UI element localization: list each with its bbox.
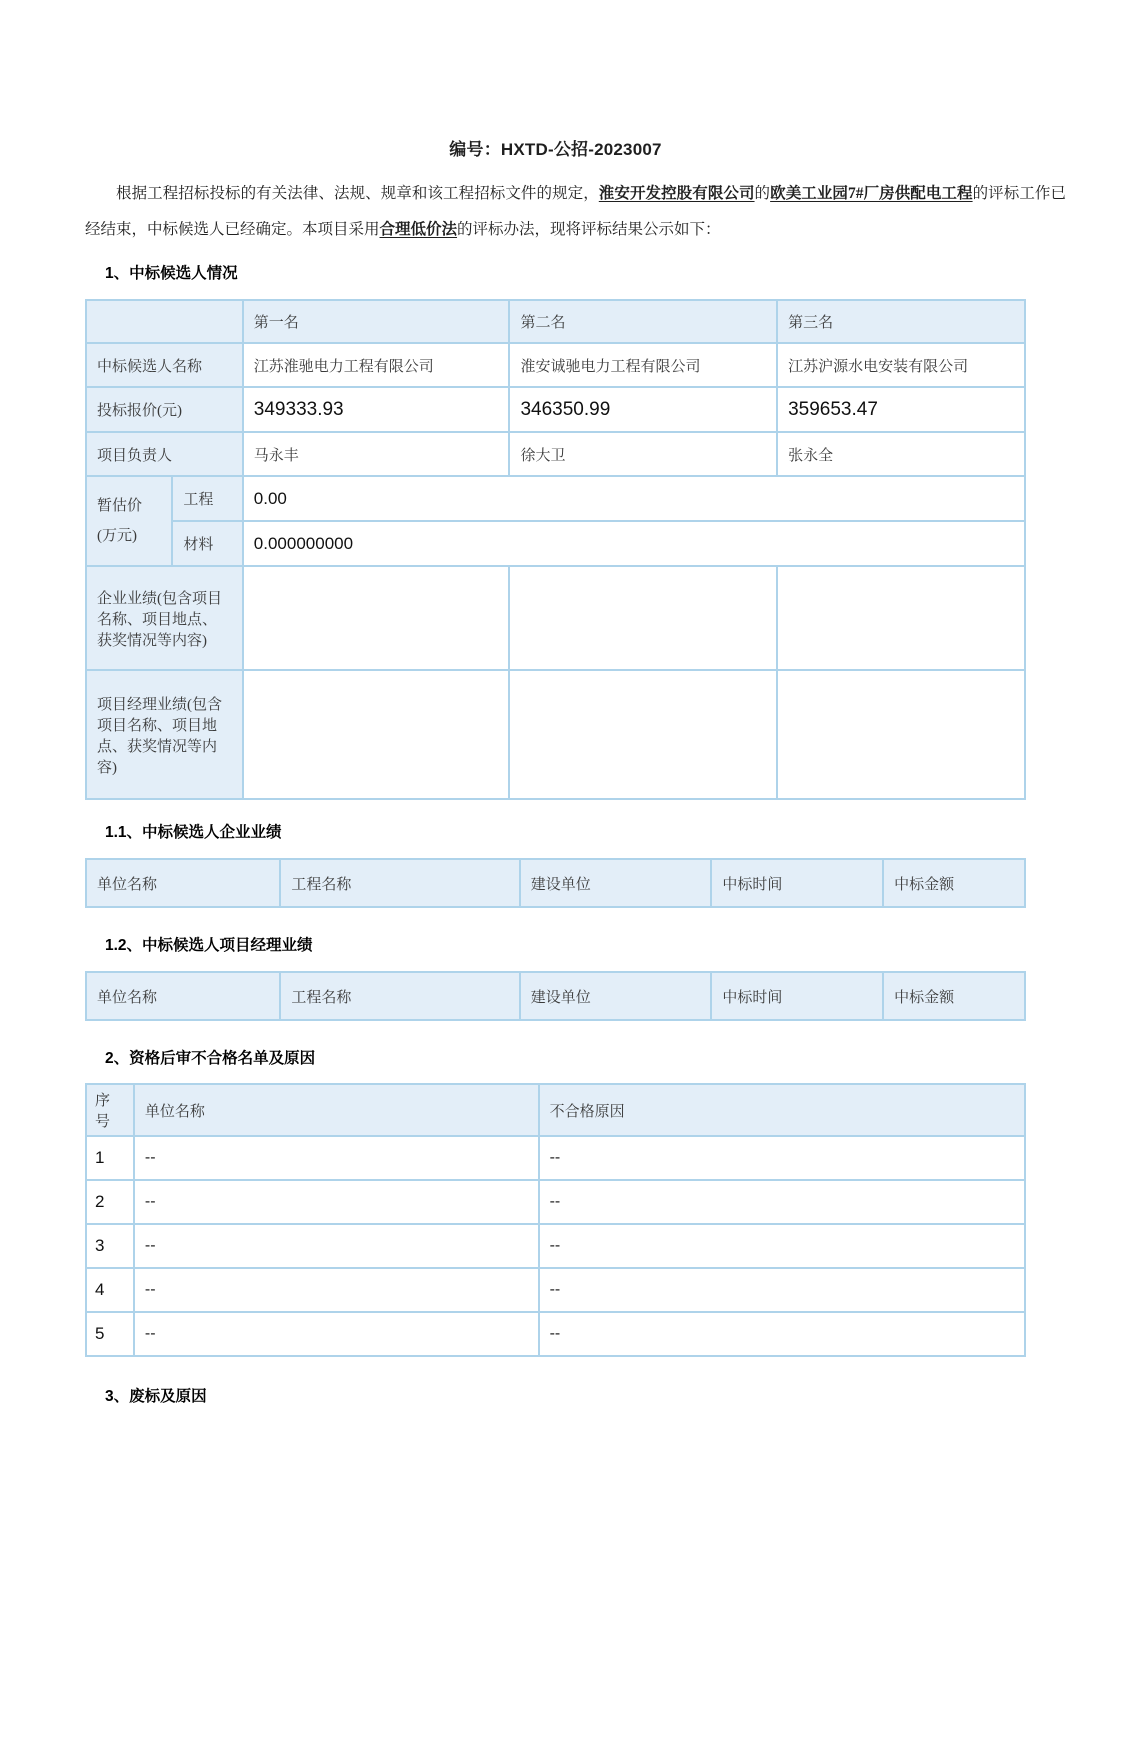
intro-seg-2: 的 — [754, 185, 771, 202]
enterprise-performance-1 — [243, 566, 510, 670]
bid-price-label: 投标报价(元) — [86, 387, 243, 432]
enterprise-performance-2 — [509, 566, 777, 670]
unit-4: -- — [134, 1268, 539, 1312]
reason-5: -- — [539, 1312, 1025, 1356]
col-header-unit-name: 单位名称 — [134, 1084, 539, 1136]
candidate-name-3: 江苏沪源水电安装有限公司 — [777, 343, 1025, 387]
provisional-value-2: 0.000000000 — [243, 521, 1025, 566]
serial-4: 4 — [86, 1268, 134, 1312]
table-row — [86, 432, 1025, 476]
project-name: 欧美工业园7#厂房供配电工程 — [770, 185, 973, 202]
col-header-award-amount: 中标金额 — [883, 859, 1025, 907]
serial-2: 2 — [86, 1180, 134, 1224]
candidate-name-2: 淮安诚驰电力工程有限公司 — [509, 343, 777, 387]
unit-1: -- — [134, 1136, 539, 1180]
reason-4: -- — [539, 1268, 1025, 1312]
intro-seg-1: 根据工程招标投标的有关法律、法规、规章和该工程招标文件的规定， — [116, 185, 599, 202]
project-manager-1: 马永丰 — [243, 432, 510, 476]
candidate-name-label: 中标候选人名称 — [86, 343, 243, 387]
table-row — [86, 1224, 1025, 1268]
bid-price-1: 349333.93 — [243, 387, 510, 432]
table-header-row — [86, 859, 1025, 907]
provisional-sub-label-1: 工程 — [172, 476, 242, 521]
provisional-value-1: 0.00 — [243, 476, 1025, 521]
document-page — [0, 138, 1131, 1738]
table-header-row — [86, 1084, 1025, 1136]
table-row — [86, 1312, 1025, 1356]
rank-header-2: 第二名 — [509, 300, 777, 343]
candidates-table — [85, 299, 1026, 800]
table-row — [86, 476, 1025, 521]
section-heading-1-1: 1.1、中标候选人企业业绩 — [105, 824, 282, 841]
provisional-price-label: 暂估价(万元) — [86, 476, 172, 566]
project-manager-label: 项目负责人 — [86, 432, 243, 476]
tenderee-name: 淮安开发控股有限公司 — [598, 185, 755, 202]
col-header-project-name: 工程名称 — [280, 859, 519, 907]
serial-5: 5 — [86, 1312, 134, 1356]
section-heading-2: 2、资格后审不合格名单及原因 — [105, 1050, 316, 1067]
table-row — [86, 521, 1025, 566]
reason-3: -- — [539, 1224, 1025, 1268]
corner-cell — [86, 300, 243, 343]
table-row — [86, 566, 1025, 670]
table-row — [86, 387, 1025, 432]
section-heading-1-2: 1.2、中标候选人项目经理业绩 — [105, 937, 313, 954]
unit-5: -- — [134, 1312, 539, 1356]
evaluation-method: 合理低价法 — [379, 221, 458, 238]
intro-seg-4: 的评标办法，现将评标结果公示如下： — [457, 221, 721, 238]
manager-performance-1 — [243, 670, 510, 799]
unit-2: -- — [134, 1180, 539, 1224]
doc-number: 编号：HXTD-公招-2023007 — [449, 140, 662, 159]
bid-price-2: 346350.99 — [509, 387, 777, 432]
enterprise-performance-label: 企业业绩(包含项目名称、项目地点、获奖情况等内容) — [86, 566, 243, 670]
provisional-sub-label-2: 材料 — [172, 521, 242, 566]
manager-performance-label: 项目经理业绩(包含项目名称、项目地点、获奖情况等内容) — [86, 670, 243, 799]
disqualified-table — [85, 1083, 1026, 1357]
project-manager-3: 张永全 — [777, 432, 1025, 476]
bid-price-3: 359653.47 — [777, 387, 1025, 432]
table-header-row — [86, 972, 1025, 1020]
intro-paragraph — [85, 176, 1066, 248]
reason-1: -- — [539, 1136, 1025, 1180]
table-row — [86, 300, 1025, 343]
section-heading-3: 3、废标及原因 — [105, 1388, 207, 1405]
manager-performance-3 — [777, 670, 1025, 799]
col-header-unit-name: 单位名称 — [86, 859, 280, 907]
unit-3: -- — [134, 1224, 539, 1268]
enterprise-performance-3 — [777, 566, 1025, 670]
candidate-name-1: 江苏淮驰电力工程有限公司 — [243, 343, 510, 387]
col-header-award-amount: 中标金额 — [883, 972, 1025, 1020]
reason-2: -- — [539, 1180, 1025, 1224]
col-header-award-time: 中标时间 — [711, 972, 883, 1020]
col-header-reason: 不合格原因 — [539, 1084, 1025, 1136]
table-row — [86, 1136, 1025, 1180]
serial-1: 1 — [86, 1136, 134, 1180]
project-manager-2: 徐大卫 — [509, 432, 777, 476]
col-header-award-time: 中标时间 — [711, 859, 883, 907]
col-header-serial: 序号 — [86, 1084, 134, 1136]
manager-performance-2 — [509, 670, 777, 799]
col-header-owner: 建设单位 — [520, 859, 712, 907]
section-heading-1: 1、中标候选人情况 — [105, 265, 238, 282]
col-header-unit-name: 单位名称 — [86, 972, 280, 1020]
serial-3: 3 — [86, 1224, 134, 1268]
table-row — [86, 343, 1025, 387]
manager-performance-table — [85, 971, 1026, 1021]
table-row — [86, 1180, 1025, 1224]
intro-seg-3: 的评标工作已经结束，中标候选人已经确定。本项目采用 — [85, 185, 1066, 238]
rank-header-1: 第一名 — [243, 300, 510, 343]
col-header-owner: 建设单位 — [520, 972, 712, 1020]
col-header-project-name: 工程名称 — [280, 972, 519, 1020]
table-row — [86, 670, 1025, 799]
table-row — [86, 1268, 1025, 1312]
enterprise-performance-table — [85, 858, 1026, 908]
rank-header-3: 第三名 — [777, 300, 1025, 343]
